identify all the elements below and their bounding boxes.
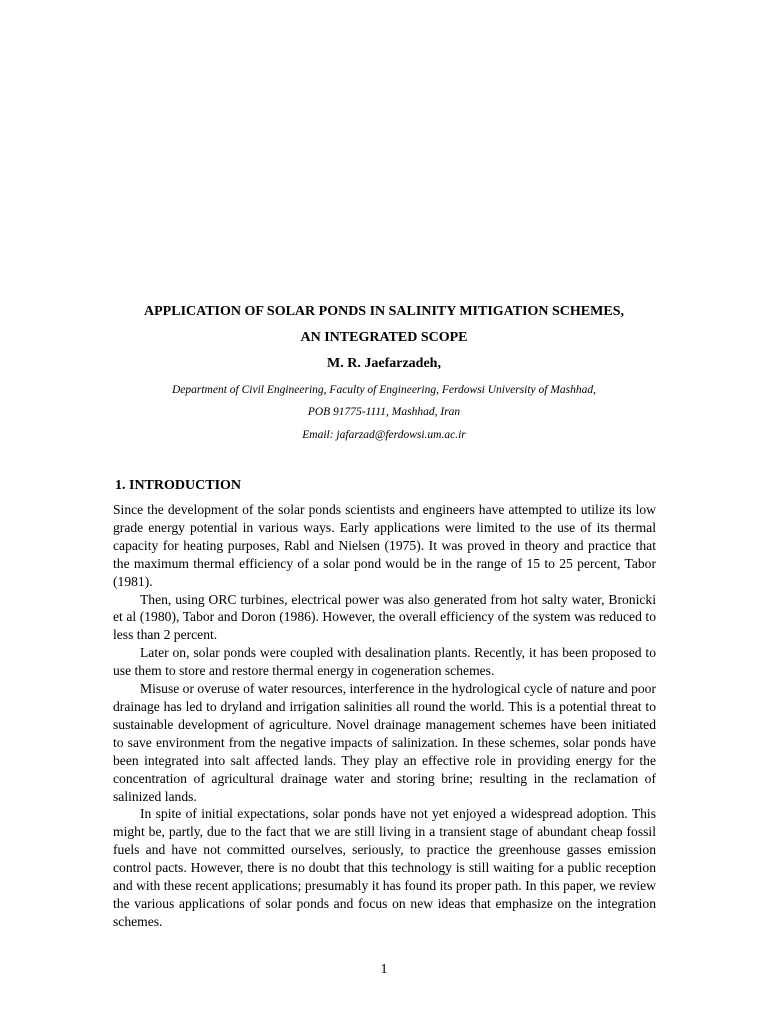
paper-title-line-2: AN INTEGRATED SCOPE — [300, 330, 468, 345]
paragraph: Misuse or overuse of water resources, interference in the hydrological cycle of nature and poor drainage has led to dryland and irrigation salinities all round the world. This is a potential threat to sustainable development of agriculture. Novel drainage management schemes have been initiated to save environment from the negative impacts of salinization. In these schemes, solar ponds have been integrated into salt affected lands. They play an effective role in providing energy for the concentration of agricultural drainage water and storing brine; resulting in the reclamation of salinized lands. — [113, 681, 656, 804]
author-email: Email: jafarzad@ferdowsi.um.ac.ir — [302, 429, 466, 441]
affiliation-line-1: Department of Civil Engineering, Faculty of Engineering, Ferdowsi University of Mashhad, — [171, 384, 597, 396]
affiliation-line-2: POB 91775-1111, Mashhad, Iran — [307, 406, 461, 418]
paragraph: Later on, solar ponds were coupled with desalination plants. Recently, it has been proposed to use them to store and restore thermal energy in cogeneration schemes. — [113, 645, 656, 679]
paragraph: In spite of initial expectations, solar ponds have not yet enjoyed a widespread adoption. This might be, partly, due to the fact that we are still living in a transient stage of abundant cheap fossil fuels and have not committed ourselves, seriously, to practice the greenhouse gasses emission control pacts. However, there is no doubt that this technology is still waiting for a public reception and with these recent applications; presumably it has found its proper path. In this paper, we review the various applications of solar ponds and focus on new ideas that emphasize on the integration schemes. — [113, 806, 656, 929]
paragraph: Since the development of the solar ponds scientists and engineers have attempted to utilize its low grade energy potential in various ways. Early applications were limited to the use of its thermal capacity for heating purposes, Rabl and Nielsen (1975). It was proved in theory and practice that the maximum thermal efficiency of a solar pond would be in the range of 15 to 25 percent, Tabor (1981). — [113, 502, 656, 589]
paragraph: Then, using ORC turbines, electrical power was also generated from hot salty water, Bronicki et al (1980), Tabor and Doron (1986). However, the overall efficiency of the system was reduced to less than 2 percent. — [113, 591, 656, 643]
section-heading: 1. INTRODUCTION — [115, 478, 242, 493]
page-number: 1 — [380, 962, 388, 977]
paper-title-line-1: APPLICATION OF SOLAR PONDS IN SALINITY MITIGATION SCHEMES, — [144, 304, 624, 319]
introduction-body — [113, 501, 656, 931]
author-name: M. R. Jaefarzadeh, — [327, 356, 441, 371]
